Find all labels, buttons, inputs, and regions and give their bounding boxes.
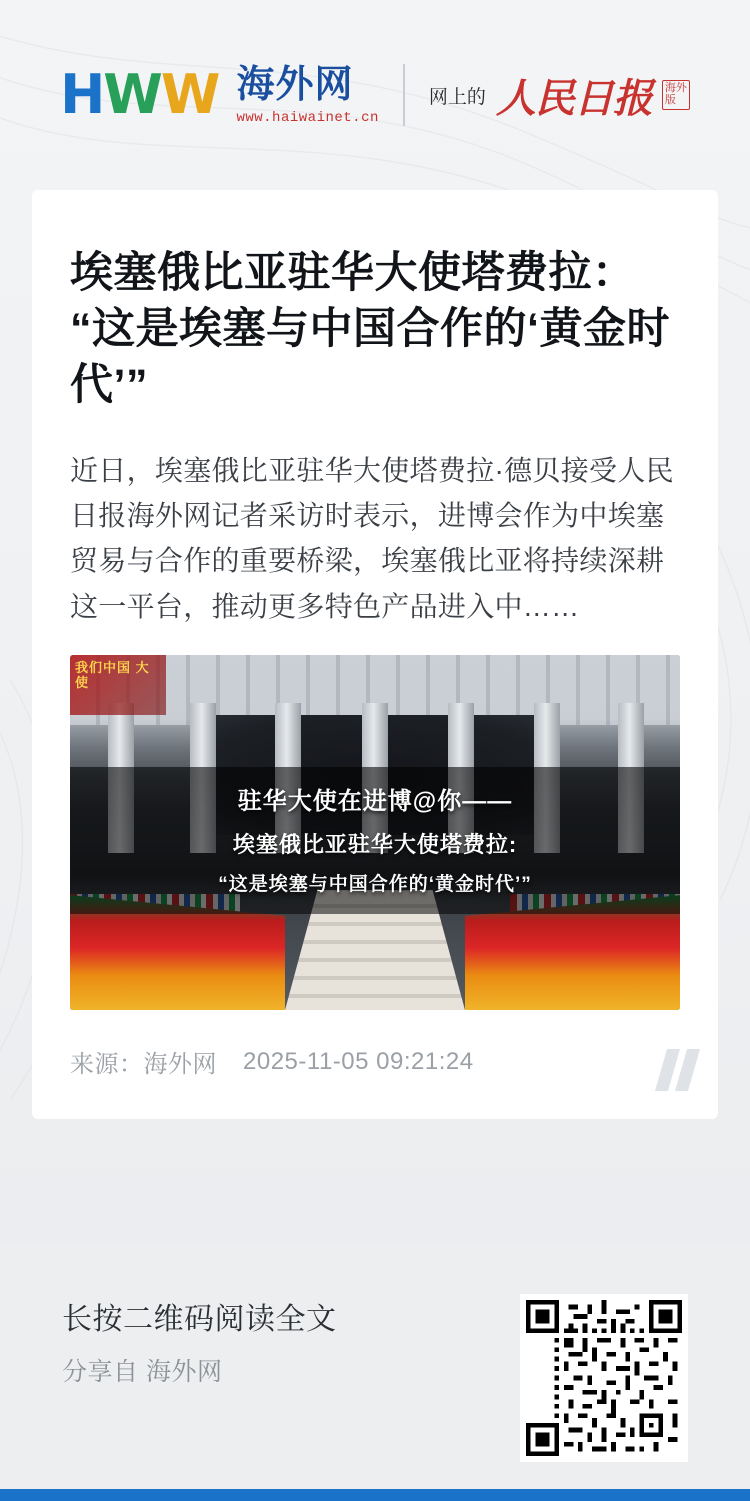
quote-mark-decoration xyxy=(661,1049,694,1091)
logo-row xyxy=(60,64,690,126)
footer-text-block xyxy=(62,1294,337,1388)
caption-line-2: 埃塞俄比亚驻华大使塔费拉: xyxy=(232,832,518,858)
partner-name: 人民日报 xyxy=(495,74,652,122)
thumbnail-caption-overlay xyxy=(70,767,680,914)
partner-prefix: 网上的 xyxy=(428,86,486,108)
hww-logo-icon xyxy=(60,63,219,126)
brand-url: www.haiwainet.cn xyxy=(236,109,379,126)
logo-letter-h: H xyxy=(60,63,104,126)
article-source: 来源：海外网 xyxy=(70,1051,217,1079)
caption-line-1: 驻华大使在进博@你—— xyxy=(237,788,513,816)
logo-letter-w2: W xyxy=(160,63,219,126)
article-card[interactable] xyxy=(32,190,718,1119)
logo-letter-w1: W xyxy=(103,63,161,126)
footer-share-from: 分享自 海外网 xyxy=(62,1358,223,1386)
page-title: 埃塞俄比亚驻华大使塔费拉：“这是埃塞与中国合作的‘黄金时代’” xyxy=(70,249,670,409)
partner-brand-block xyxy=(429,67,690,124)
site-header xyxy=(0,0,750,190)
brand-name-cn: 海外网 xyxy=(236,63,354,106)
footer-cta: 长按二维码阅读全文 xyxy=(62,1303,337,1336)
caption-line-3: “这是埃塞与中国合作的‘黄金时代’” xyxy=(218,874,532,896)
bottom-accent-bar xyxy=(0,1489,750,1501)
article-summary: 近日，埃塞俄比亚驻华大使塔费拉·德贝接受人民日报海外网记者采访时表示，进博会作为中埃塞贸易与合作的重要桥梁，埃塞俄比亚将持续深耕这一平台，推动更多特色产品进入中…… xyxy=(70,454,674,622)
video-series-badge: 我们中国 大使 xyxy=(70,655,166,715)
poster-footer xyxy=(0,1246,750,1501)
article-thumbnail[interactable] xyxy=(70,655,680,1010)
overseas-edition-badge xyxy=(662,80,690,109)
qr-code[interactable] xyxy=(520,1294,688,1462)
header-divider xyxy=(403,64,405,126)
article-meta xyxy=(70,1044,680,1079)
article-timestamp: 2025-11-05 09:21:24 xyxy=(243,1047,474,1075)
qr-code-icon xyxy=(526,1300,682,1456)
badge-line-bottom: 版 xyxy=(664,94,676,106)
badge-line-top: 海外 xyxy=(664,82,687,95)
brand-name-block xyxy=(236,63,379,126)
